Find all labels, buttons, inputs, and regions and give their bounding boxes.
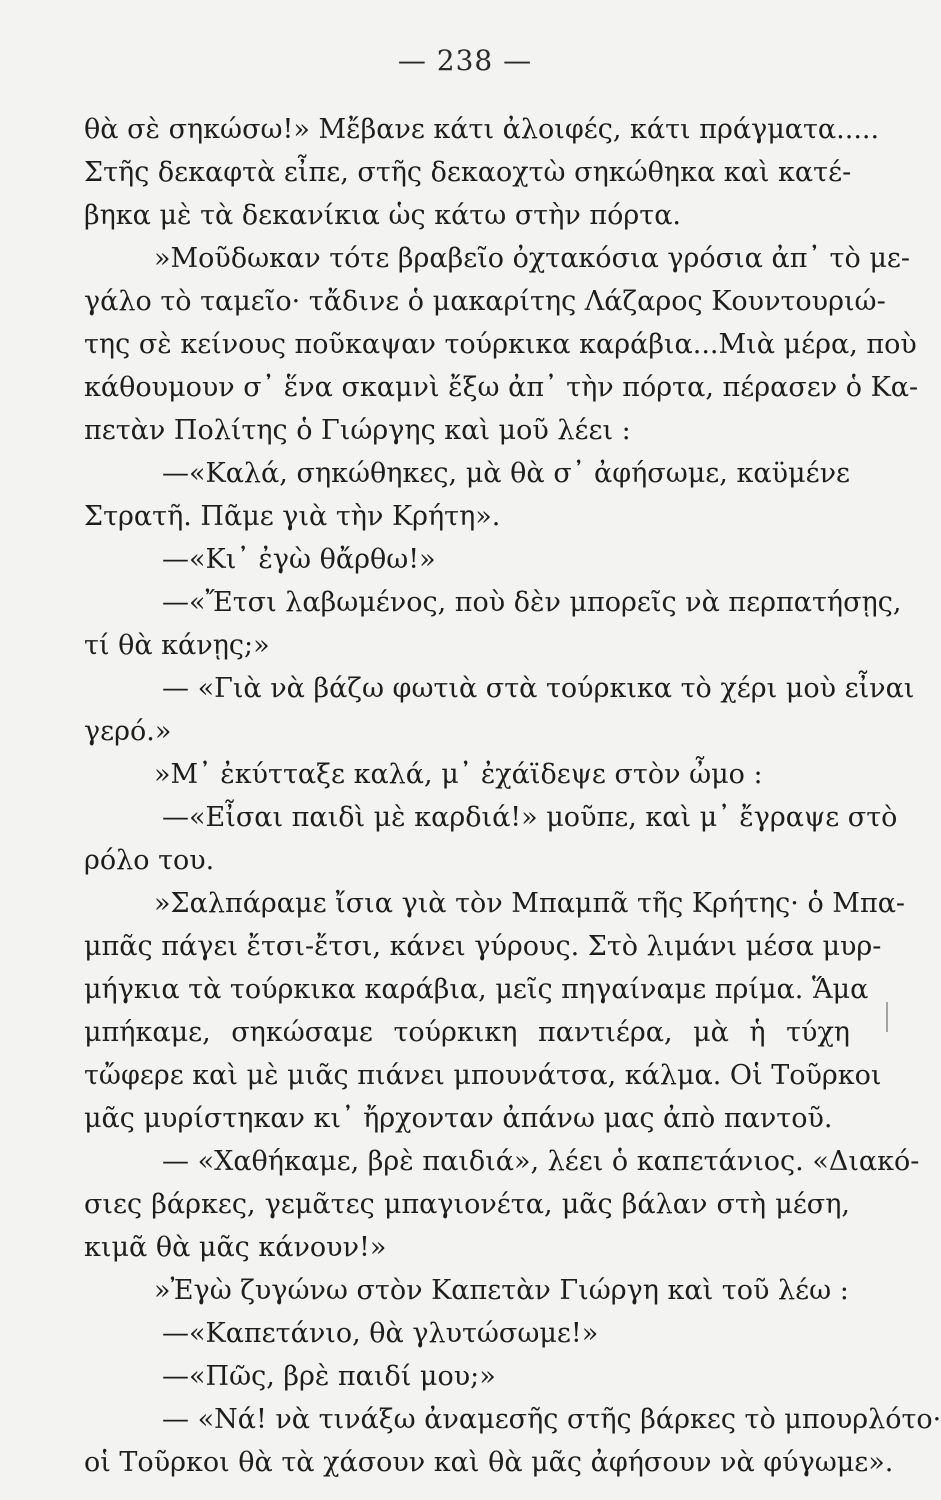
- text-line: μήγκια τὰ τούρκικα καράβια, μεῖς πηγαίναμε πρίμα. Ἅμα: [84, 974, 869, 1005]
- text-line: γάλο τὸ ταμεῖο· τἄδινε ὁ μακαρίτης Λάζαρος Κουντουριώ-: [84, 286, 886, 317]
- text-line: βηκα μὲ τὰ δεκανίκια ὡς κάτω στὴν πόρτα.: [84, 200, 682, 231]
- text-line: —«Καπετάνιο, θὰ γλυτώσωμε!»: [162, 1318, 599, 1349]
- text-line: τὤφερε καὶ μὲ μιᾶς πιάνει μπουνάτσα, κάλμα. Οἱ Τοῦρκοι: [84, 1060, 882, 1091]
- text-line: — «Νά! νὰ τινάξω ἀναμεσῆς στῆς βάρκες τὸ μπουρλότο·: [162, 1404, 941, 1435]
- text-line: της σὲ κείνους ποῦκαψαν τούρκικα καράβια...Μιὰ μέρα, ποὺ: [84, 329, 917, 360]
- text-line: —«Πῶς, βρὲ παιδί μου;»: [162, 1361, 496, 1392]
- text-line: »Μ᾽ ἐκύτταξε καλά, μ᾽ ἐχάϊδεψε στὸν ὦμο :: [154, 759, 763, 790]
- text-line: Στρατῆ. Πᾶμε γιὰ τὴν Κρήτη».: [84, 501, 501, 532]
- text-line: γερό.»: [84, 716, 172, 747]
- text-line: οἱ Τοῦρκοι θὰ τὰ χάσουν καὶ θὰ μᾶς ἀφήσουν νὰ φύγωμε».: [84, 1447, 894, 1478]
- page-edge-mark: [886, 1002, 888, 1032]
- text-line: — «Γιὰ νὰ βάζω φωτιὰ στὰ τούρκικα τὸ χέρι μοὺ εἶναι: [162, 673, 915, 704]
- text-line: σιες βάρκες, γεμᾶτες μπαγιονέτα, μᾶς βάλαν στὴ μέση,: [84, 1189, 850, 1220]
- page-number: — 238 —: [397, 44, 533, 77]
- text-line: —«Καλά, σηκώθηκες, μὰ θὰ σ᾽ ἀφήσωμε, καϋμένε: [162, 458, 850, 489]
- text-line: μπᾶς πάγει ἔτσι-ἔτσι, κάνει γύρους. Στὸ λιμάνι μέσα μυρ-: [84, 931, 882, 962]
- text-line: κιμᾶ θὰ μᾶς κάνουν!»: [84, 1232, 387, 1263]
- text-line: — «Χαθήκαμε, βρὲ παιδιά», λέει ὁ καπετάνιος. «Διακό-: [162, 1146, 920, 1177]
- text-line: —«Εἶσαι παιδὶ μὲ καρδιά!» μοῦπε, καὶ μ᾽ ἔγραψε στὸ: [162, 802, 898, 833]
- text-line: »Σαλπάραμε ἴσια γιὰ τὸν Μπαμπᾶ τῆς Κρήτης· ὁ Μπα-: [154, 888, 906, 919]
- text-line: θὰ σὲ σηκώσω!» Μἔβανε κάτι ἀλοιφές, κάτι πράγματα.....: [84, 114, 880, 145]
- body-text: [84, 108, 941, 1484]
- text-line: —«Ἔτσι λαβωμένος, ποὺ δὲν μπορεῖς νὰ περπατήσῃς,: [162, 587, 902, 618]
- text-line: Στῆς δεκαφτὰ εἶπε, στῆς δεκαοχτὼ σηκώθηκα καὶ κατέ-: [84, 157, 852, 188]
- text-line: πετὰν Πολίτης ὁ Γιώργης καὶ μοῦ λέει :: [84, 415, 631, 446]
- text-line: ρόλο του.: [84, 845, 215, 876]
- text-line: μπήκαμε, σηκώσαμε τούρκικη παντιέρα, μὰ ἡ τύχη: [84, 1017, 850, 1048]
- text-line: μᾶς μυρίστηκαν κι᾽ ἤρχονταν ἀπάνω μας ἀπὸ παντοῦ.: [84, 1103, 833, 1134]
- text-line: »Μοῦδωκαν τότε βραβεῖο ὀχτακόσια γρόσια ἀπ᾽ τὸ με-: [154, 243, 910, 274]
- text-line: —«Κι᾽ ἐγὼ θἄρθω!»: [162, 544, 436, 575]
- text-line: τί θὰ κάνῃς;»: [84, 630, 270, 661]
- text-line: »Ἐγὼ ζυγώνω στὸν Καπετὰν Γιώργη καὶ τοῦ λέω :: [154, 1275, 849, 1306]
- text-line: κάθουμουν σ᾽ ἕνα σκαμνὶ ἔξω ἀπ᾽ τὴν πόρτα, πέρασεν ὁ Κα-: [84, 372, 919, 403]
